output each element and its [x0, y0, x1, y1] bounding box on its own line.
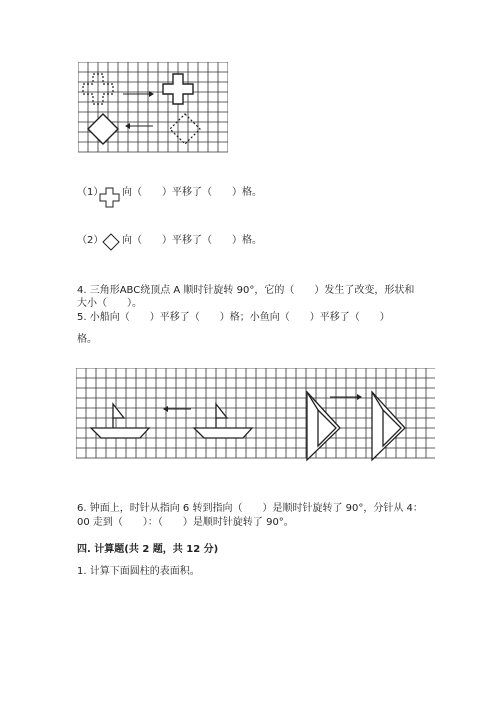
q6-line1: 6. 钟面上，时针从指向 6 转到指向（ ）是顺时针旋转了 90°，分针从 4： — [77, 503, 423, 514]
q4-line2: 大小（ ）。 — [77, 298, 142, 309]
fish-shape-left — [307, 392, 340, 460]
translation-grid-figure-1 — [78, 62, 228, 158]
solid-diamond-shape — [88, 114, 118, 144]
boat-shape-left — [91, 404, 149, 438]
arrow-left-icon — [125, 123, 153, 129]
solid-cross-shape — [163, 74, 193, 104]
q5-line2: 格。 — [77, 334, 97, 345]
translation-grid-figure-2 — [76, 368, 435, 464]
q4-line1: 4. 三角形ABC绕顶点 A 顺时针旋转 90°，它的（ ）发生了改变，形状和 — [77, 285, 415, 296]
fish-shape-right — [372, 392, 405, 460]
q1-text: 向（ ）平移了（ ）格。 — [122, 187, 262, 198]
arrow-left-icon — [163, 406, 191, 412]
q6-line2: 00 走到（ ）：（ ）是顺时针旋转了 90°。 — [77, 517, 294, 528]
cross-shape-icon — [99, 187, 121, 209]
diamond-shape-icon — [102, 233, 120, 251]
dashed-diamond-shape — [170, 114, 200, 144]
q5-line1: 5. 小船向（ ）平移了（ ）格；小鱼向（ ）平移了（ ） — [77, 312, 390, 323]
q2-index: （2） — [77, 235, 104, 246]
q2-text: 向（ ）平移了（ ）格。 — [122, 235, 262, 246]
q1-index: （1） — [77, 187, 104, 198]
section-title: 四. 计算题(共 2 题，共 12 分) — [77, 544, 219, 555]
calc-question-1: 1. 计算下面圆柱的表面积。 — [77, 566, 200, 577]
boat-shape-right — [194, 404, 252, 438]
